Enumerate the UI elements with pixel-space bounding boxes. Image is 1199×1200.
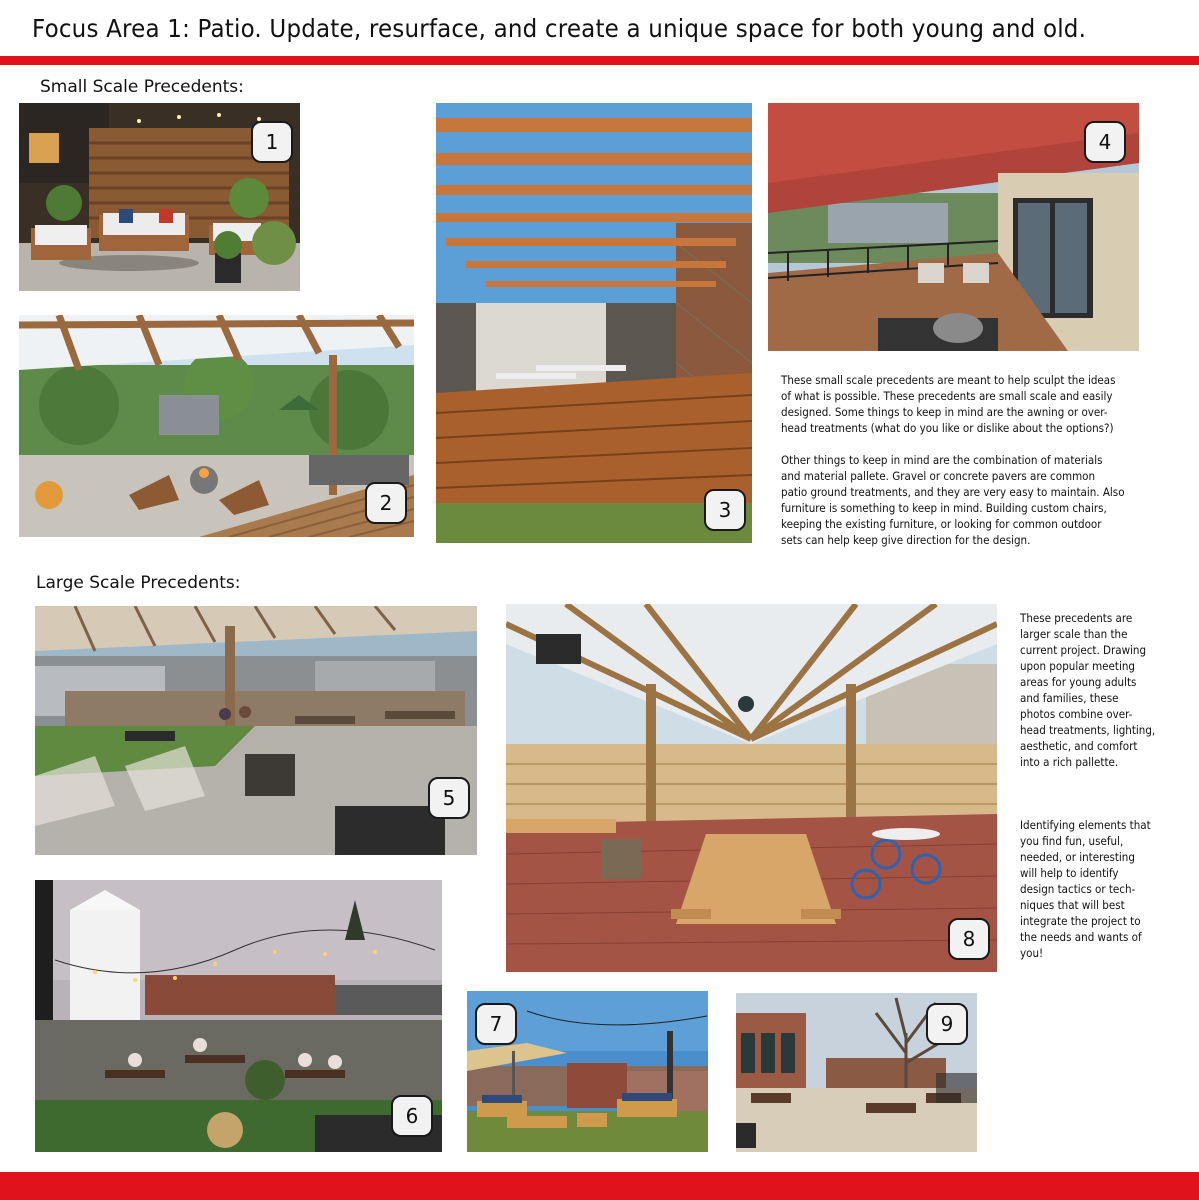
small-scale-description-2: Other things to keep in mind are the combination of materials and material pallete. Gravel or concrete pavers are common patio ground treatments, and they are very easy to maintain. Also furniture is something to keep in mind. Building custom chairs, keeping the existing furniture, or looking for common outdoor sets can help keep give direction for the design. [781,453,1125,547]
large-scale-description-2: Identifying elements that you find fun, useful, needed, or interesting will help to identify design tactics or tech- niques that will best integrate the project to the needs and wants of you! [1020,818,1151,960]
photo-6-beer-garden [35,880,442,1152]
photo-number-badge: 2 [365,482,407,524]
page-title: Focus Area 1: Patio. Update, resurface, and create a unique space for both young and old. [32,14,1087,43]
photo-number-badge: 6 [391,1095,433,1137]
small-scale-description-1: These small scale precedents are meant to help sculpt the ideas of what is possible. These precedents are small scale and easily designed. Some things to keep in mind are the awning or over- head treatments (what do you like or dislike about the options?) [781,373,1116,435]
photo-9-gravel-courtyard [736,993,977,1152]
photo-number-badge: 4 [1084,121,1126,163]
photo-8-brick-patio [506,604,997,972]
photo-4-rooftop-balcony [768,103,1139,351]
photo-number-badge: 3 [704,489,746,531]
photo-5-concrete-patio [35,606,477,855]
large-scale-description-1: These precedents are larger scale than the current project. Drawing upon popular meeting areas for young adults and families, these photos combine over- head treatments, lighting, aesthetic, and comfort into a rich pallette. [1020,611,1156,769]
photo-number-badge: 5 [428,777,470,819]
photo-7-rooftop-terrace [467,991,708,1152]
photo-number-badge: 1 [251,121,293,163]
photo-3-slat-pergola [436,103,752,543]
photo-1-backyard-patio [19,103,300,291]
photo-number-badge: 7 [475,1003,517,1045]
photo-number-badge: 8 [948,918,990,960]
large-scale-heading: Large Scale Precedents: [36,573,241,593]
small-scale-heading: Small Scale Precedents: [40,77,244,97]
photo-number-badge: 9 [926,1003,968,1045]
header-red-bar [0,56,1199,65]
footer-red-bar [0,1172,1199,1200]
photo-2-pergola-deck [19,315,414,537]
